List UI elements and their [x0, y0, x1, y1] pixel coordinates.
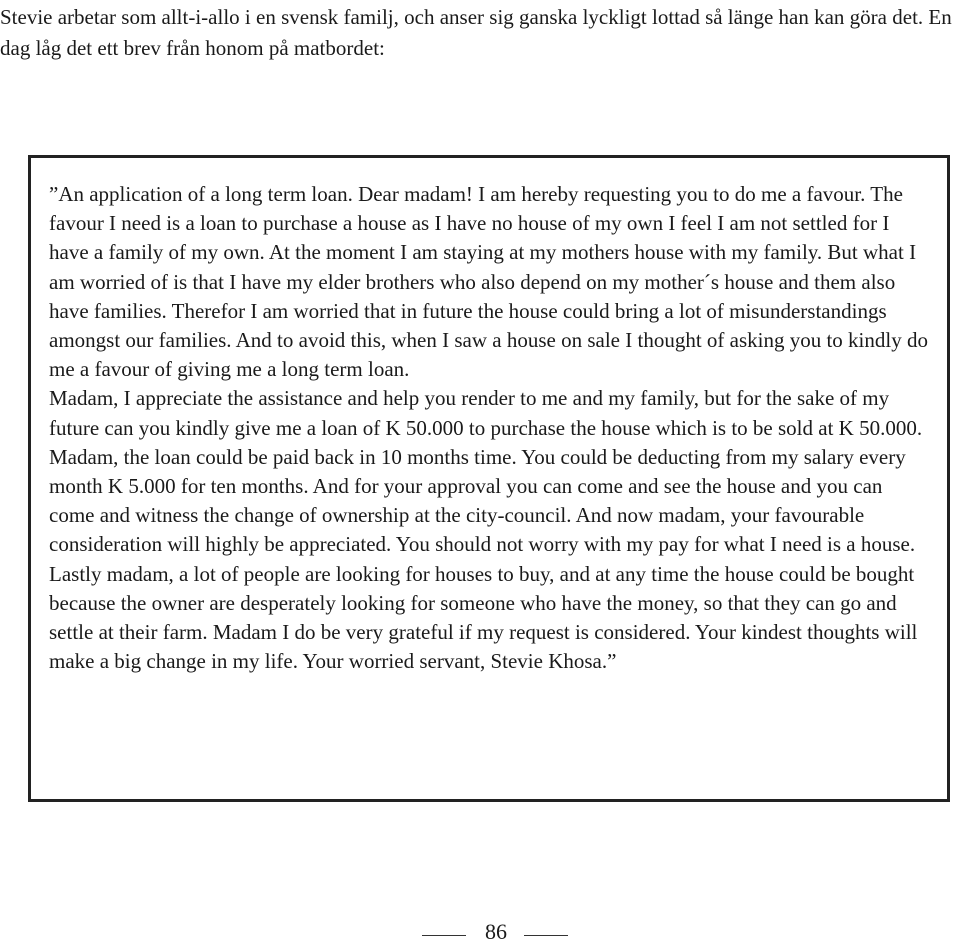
page-number: 86	[485, 919, 507, 944]
footer-rule-right	[524, 935, 568, 936]
letter-box	[28, 155, 950, 802]
letter-paragraph-1: ”An application of a long term loan. Dear madam! I am hereby requesting you to do me a favour. The favour I need is a loan to purchase a house as I have no house of my own I feel I am not settled for I have a family of my own. At the moment I am staying at my mothers house with my family. But what I am worried of is that I have my elder brothers who also depend on my mother´s house and them also have families. Therefor I am worried that in future the house could bring a lot of misunderstandings amongst our families. And to avoid this, when I saw a house on sale I thought of asking you to kindly do me a favour of giving me a long term loan.	[49, 182, 928, 382]
letter-text	[49, 180, 933, 676]
footer-rule-left	[422, 935, 466, 936]
letter-paragraph-2: Madam, I appreciate the assistance and help you render to me and my family, but for the sake of my future can you kindly give me a loan of K 50.000 to purchase the house which is to be sold at K 50.000. Madam, the loan could be paid back in 10 months time. You could be deducting from my salary every month K 5.000 for ten months. And for your approval you can come and see the house and you can come and witness the change of ownership at the city-council. And now madam, your favourable consideration will highly be appreciated. You should not worry with my pay for what I need is a house.	[49, 386, 923, 557]
intro-paragraph: Stevie arbetar som allt-i-allo i en svensk familj, och anser sig ganska lyckligt lottad så länge han kan göra det. En dag låg det ett brev från honom på matbordet:	[0, 5, 952, 60]
page-footer	[0, 917, 960, 947]
letter-paragraph-3: Lastly madam, a lot of people are looking for houses to buy, and at any time the house could be bought because the owner are desperately looking for someone who have the money, so that they can go and settle at their farm. Madam I do be very grateful if my request is considered. Your kindest thoughts will make a big change in my life. Your worried servant, Stevie Khosa.”	[49, 561, 918, 674]
